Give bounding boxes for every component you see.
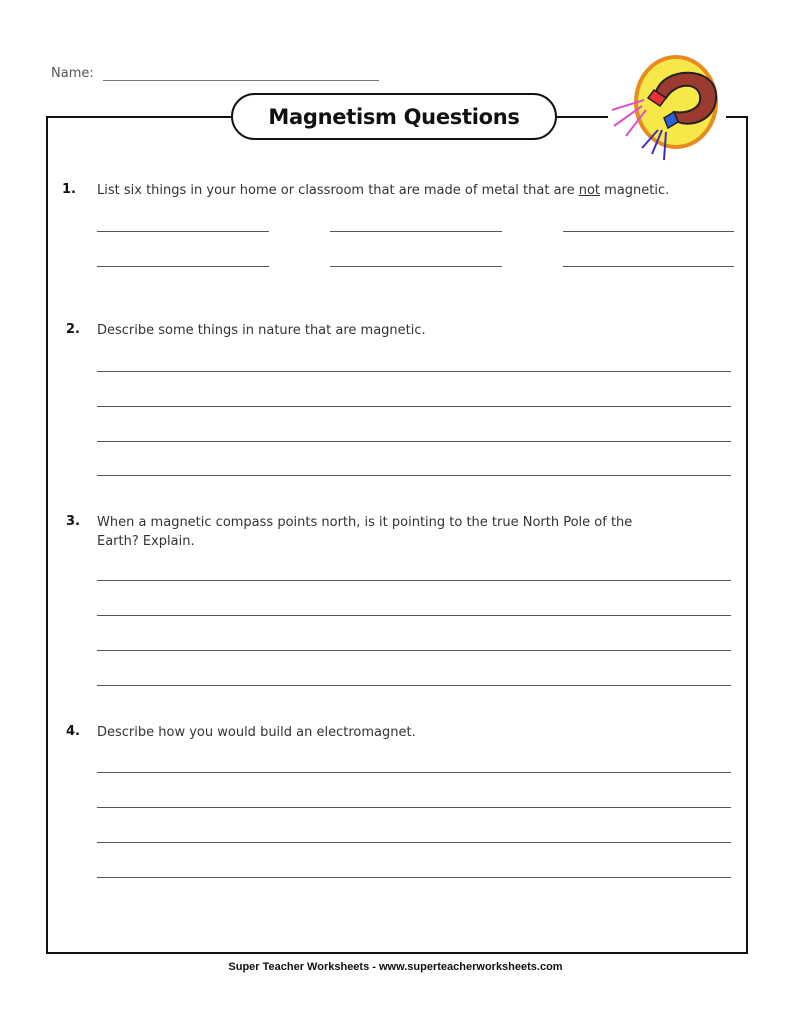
- answer-line[interactable]: [97, 685, 731, 686]
- footer-credit: Super Teacher Worksheets - www.superteacherworksheets.com: [228, 961, 563, 973]
- answer-line[interactable]: [97, 842, 731, 843]
- answer-line[interactable]: [97, 266, 269, 267]
- answer-line[interactable]: [97, 475, 731, 476]
- answer-line[interactable]: [97, 231, 269, 232]
- question-1-number: 1.: [62, 182, 76, 197]
- question-4-text: Describe how you would build an electromagnet.: [97, 725, 416, 740]
- question-3-text: When a magnetic compass points north, is it pointing to the true North Pole of the Earth? Explain.: [97, 515, 633, 549]
- answer-line[interactable]: [563, 231, 734, 232]
- answer-line[interactable]: [97, 807, 731, 808]
- answer-line[interactable]: [97, 371, 731, 372]
- name-label: Name:: [51, 66, 94, 81]
- horseshoe-magnet-icon: [604, 52, 732, 164]
- emphasis-not: not: [578, 183, 601, 198]
- answer-line[interactable]: [97, 650, 731, 651]
- name-field[interactable]: [103, 80, 379, 81]
- frame-top-border: [46, 116, 232, 118]
- answer-line[interactable]: [97, 615, 731, 616]
- frame-top-border: [556, 116, 608, 118]
- page-title: Magnetism Questions: [268, 104, 520, 129]
- answer-line[interactable]: [330, 266, 502, 267]
- question-1-text: List six things in your home or classroom that are made of metal that are not magnetic.: [97, 183, 670, 198]
- answer-line[interactable]: [97, 772, 731, 773]
- question-2-number: 2.: [66, 322, 80, 337]
- answer-line[interactable]: [97, 877, 731, 878]
- answer-line[interactable]: [563, 266, 734, 267]
- answer-line[interactable]: [97, 441, 731, 442]
- title-banner: [231, 93, 557, 140]
- question-4-number: 4.: [66, 724, 80, 739]
- answer-line[interactable]: [97, 580, 731, 581]
- question-2-text: Describe some things in nature that are magnetic.: [97, 323, 426, 338]
- answer-line[interactable]: [330, 231, 502, 232]
- answer-line[interactable]: [97, 406, 731, 407]
- question-3-number: 3.: [66, 514, 80, 529]
